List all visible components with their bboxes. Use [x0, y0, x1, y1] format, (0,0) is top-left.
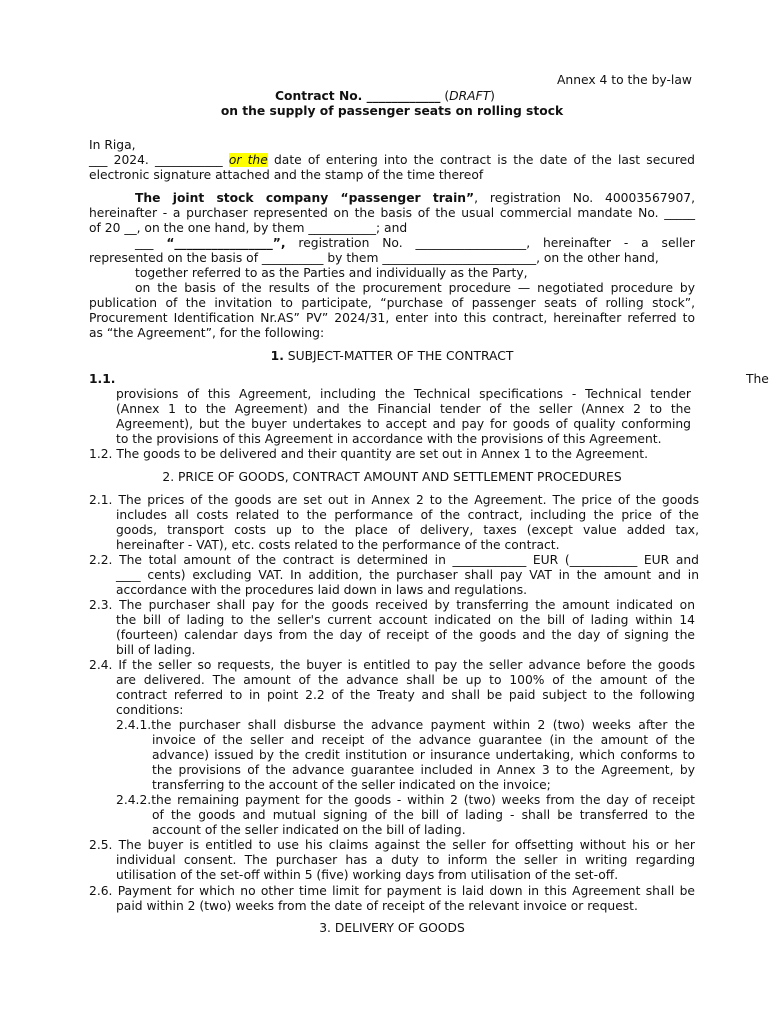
p26-line-1: 2.6. Payment for which no other time limit for payment is laid down in this Agreement shall be: [89, 884, 695, 898]
p11-line-4: to the provisions of this Agreement in accordance with the provisions of this Agreement.: [116, 432, 662, 446]
p22-line-1: 2.2. The total amount of the contract is determined in ____________ EUR (___________ EUR and: [89, 553, 699, 567]
p22-line-3: accordance with the procedures laid down in laws and regulations.: [116, 583, 528, 597]
p24-line-2: are delivered. The amount of the advance shall be up to 100% of the amount of the: [116, 673, 695, 687]
p24-line-4: conditions:: [116, 703, 184, 717]
p23-line-2: the bill of lading to the seller's current account indicated on the bill of lading within 14: [116, 613, 695, 627]
p242-line-1: 2.4.2.the remaining payment for the goods - within 2 (two) weeks from the day of receipt: [116, 793, 695, 807]
place-line: In Riga,: [89, 138, 136, 152]
p241-line-5: transferring to the account of the seller indicated on the invoice;: [152, 778, 551, 792]
p241-line-1: 2.4.1.the purchaser shall disburse the advance payment within 2 (two) weeks after the: [116, 718, 695, 732]
together-line: together referred to as the Parties and individually as the Party,: [135, 266, 528, 280]
contract-subtitle: on the supply of passenger seats on rolling stock: [220, 104, 564, 118]
p241-line-2: invoice of the seller and receipt of the advance guarantee (in the amount of the: [152, 733, 695, 747]
p241-line-3: advance) issued by the credit institution or insurance undertaking, which conforms to: [152, 748, 695, 762]
buyer-line-1: The joint stock company “passenger train”, registration No. 40003567907,: [135, 191, 695, 205]
p23-line-3: (fourteen) calendar days from the day of receipt of the goods and the day of signing the: [116, 628, 695, 642]
seller-line-1: ___ “________________”, registration No. __________________, hereinafter - a seller: [135, 236, 695, 250]
p11-number: 1.1.: [89, 372, 116, 386]
p11-line-3: Agreement), but the buyer undertakes to accept and pay for goods of quality conforming: [116, 417, 691, 431]
p21-line-1: 2.1. The prices of the goods are set out in Annex 2 to the Agreement. The price of the goods: [89, 493, 699, 507]
p26-line-2: paid within 2 (two) weeks from the date of receipt of the relevant invoice or request.: [116, 899, 638, 913]
p21-line-2: includes all costs related to the performance of the contract, including the price of the: [116, 508, 699, 522]
p25-line-2: individual consent. The purchaser has a duty to inform the seller in writing regarding: [116, 853, 695, 867]
buyer-line-3: of 20 __, on the one hand, by them ___________; and: [89, 221, 408, 235]
basis-line-2: publication of the invitation to participate, “purchase of passenger seats of rolling stock”,: [89, 296, 695, 310]
seller-line-2: represented on the basis of __________ by them _________________________, on the other hand,: [89, 251, 659, 265]
p22-line-2: ____ cents) excluding VAT. In addition, the purchaser shall pay VAT in the amount and in: [116, 568, 699, 582]
annex-label: Annex 4 to the by-law: [557, 73, 692, 87]
p12: 1.2. The goods to be delivered and their quantity are set out in Annex 1 to the Agreement.: [89, 447, 649, 461]
date-line: ___ 2024. ___________ or the date of entering into the contract is the date of the last secured: [89, 153, 695, 167]
buyer-line-2: hereinafter - a purchaser represented on the basis of the usual commercial mandate No. _____: [89, 206, 695, 220]
date-line-2: electronic signature attached and the stamp of the time thereof: [89, 168, 484, 182]
p11-line-2: (Annex 1 to the Agreement) and the Financial tender of the seller (Annex 2 to the: [116, 402, 691, 416]
p11-the: The: [746, 372, 769, 386]
section-2-heading: 2. PRICE OF GOODS, CONTRACT AMOUNT AND SETTLEMENT PROCEDURES: [162, 470, 622, 484]
p24-line-1: 2.4. If the seller so requests, the buyer is entitled to pay the seller advance before the goods: [89, 658, 695, 672]
p25-line-1: 2.5. The buyer is entitled to use his claims against the seller for offsetting without his or her: [89, 838, 695, 852]
p21-line-4: hereinafter - VAT), etc. costs related to the performance of the contract.: [116, 538, 560, 552]
highlighted-text: or the: [228, 153, 268, 167]
draft-label: DRAFT: [449, 89, 491, 103]
contract-no: Contract No. ____________: [275, 89, 441, 103]
basis-line-3: Procurement Identification Nr.AS” PV” 2024/31, enter into this contract, hereinafter referred to: [89, 311, 695, 325]
contract-title: Contract No. ____________ (DRAFT): [275, 89, 495, 103]
p11-line-1: provisions of this Agreement, including the Technical specifications - Technical tender: [116, 387, 691, 401]
p242-line-3: account of the seller indicated on the bill of lading.: [152, 823, 466, 837]
section-1-heading: 1. SUBJECT-MATTER OF THE CONTRACT: [270, 349, 514, 363]
section-3-heading: 3. DELIVERY OF GOODS: [319, 921, 465, 935]
p24-line-3: contract referred to in point 2.2 of the Treaty and shall be paid subject to the following: [116, 688, 695, 702]
p25-line-3: utilisation of the set-off within 5 (five) working days from utilisation of the set-off.: [116, 868, 619, 882]
p241-line-4: the provisions of the advance guarantee included in Annex 3 to the Agreement, by: [152, 763, 695, 777]
p23-line-1: 2.3. The purchaser shall pay for the goods received by transferring the amount indicated on: [89, 598, 695, 612]
basis-line-4: as “the Agreement”, for the following:: [89, 326, 325, 340]
p21-line-3: goods, transport costs up to the place of delivery, taxes (except value added tax,: [116, 523, 699, 537]
basis-line-1: on the basis of the results of the procurement procedure — negotiated procedure by: [135, 281, 695, 295]
p242-line-2: of the goods and mutual signing of the bill of lading - shall be transferred to the: [152, 808, 695, 822]
p23-line-4: bill of lading.: [116, 643, 196, 657]
